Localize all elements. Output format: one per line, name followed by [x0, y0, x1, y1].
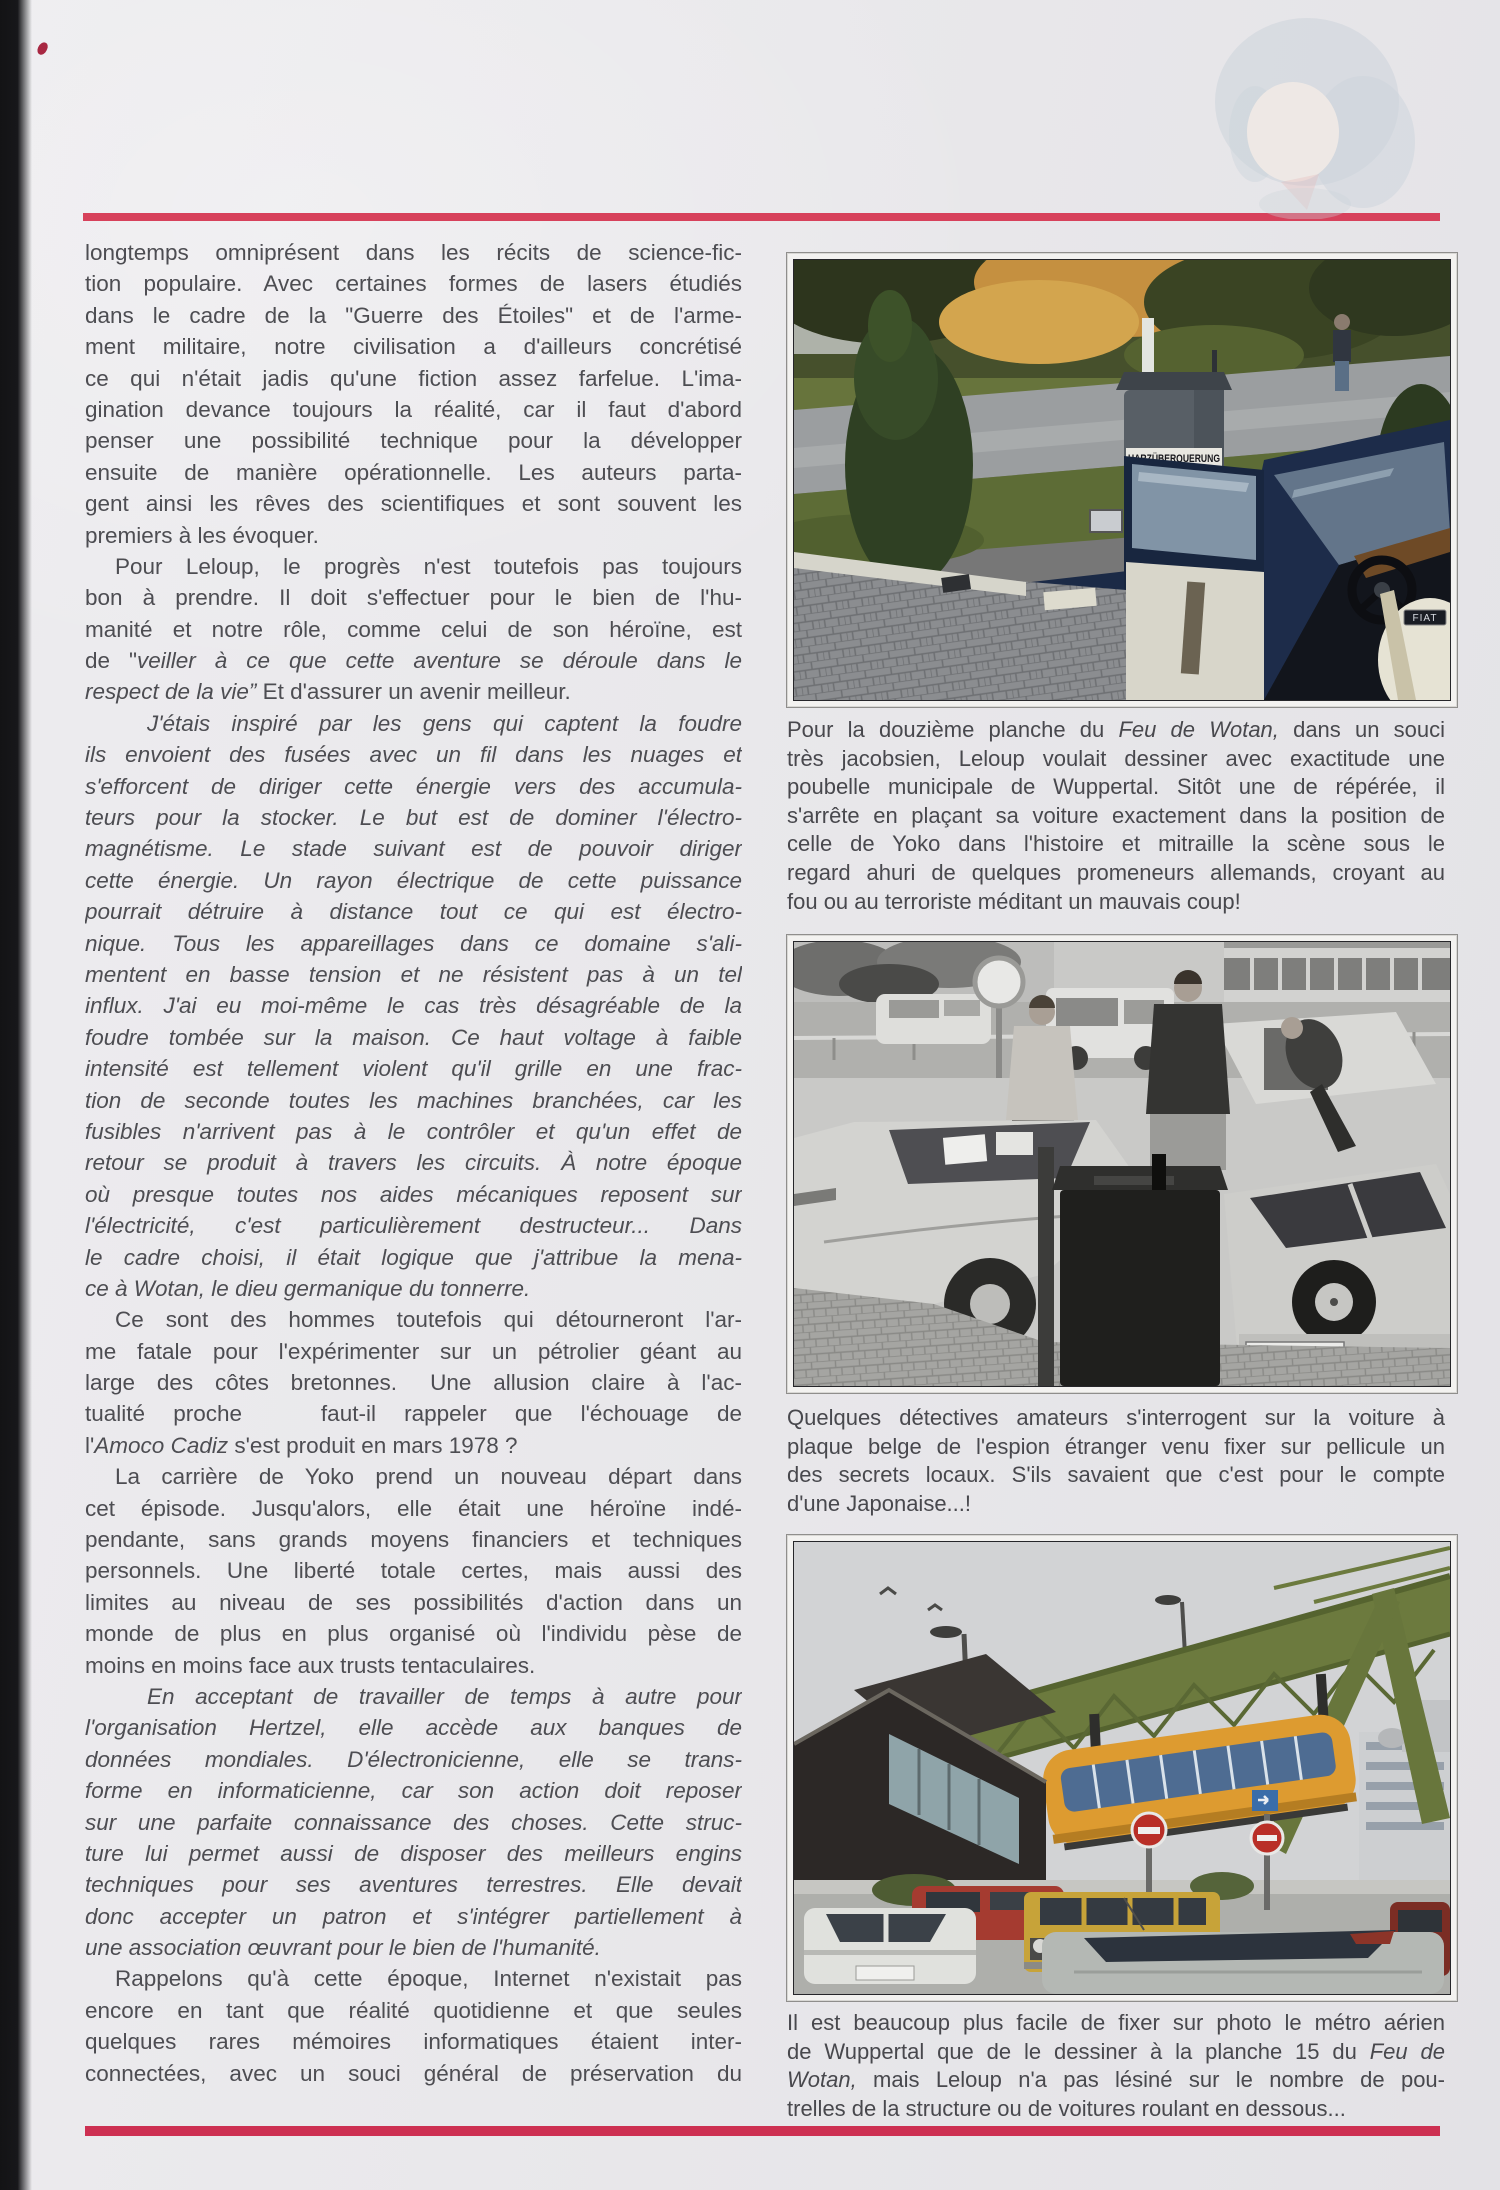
text-line: En acceptant de travailler de temps à autre pour: [147, 1683, 742, 1709]
text-line: Pour la douzième planche du Feu de Wotan, dans un souci: [787, 717, 1445, 742]
text-line: cette énergie. Un rayon électrique de cette puissance: [85, 867, 742, 893]
photo-parking-detectives: [793, 941, 1451, 1387]
text-line: pourrait détruire à distance tout ce qui est électro-: [85, 899, 742, 925]
text-line: tualité proche faut-il rappeler que l'échouage de: [85, 1401, 742, 1427]
article-text-column: [85, 237, 742, 2089]
white-car-background: [876, 994, 991, 1044]
text-line: large des côtes bretonnes. Une allusion claire à l'ac-: [85, 1370, 742, 1396]
text-line: très jacobsien, Leloup voulait dessiner avec exactitude une: [787, 745, 1445, 771]
text-line: techniques pour ses aventures terrestres. Elle devait: [85, 1872, 742, 1898]
text-line: gent ainsi les rêves des scientifiques et sont souvent les: [85, 491, 742, 517]
text-line: donc accepter un patron et s'intégrer partiellement à: [85, 1903, 742, 1929]
text-line: manité et notre rôle, comme celui de son héroïne, est: [85, 616, 742, 642]
text-line: poubelle municipale de Wuppertal. Sitôt une de répérée, il: [787, 774, 1445, 800]
text-line: foudre tombée sur la maison. Ce haut voltage à faible: [85, 1024, 742, 1050]
text-line: premiers à les évoquer.: [85, 522, 319, 548]
bottom-rule: [85, 2126, 1440, 2136]
text-line: mentent en basse tension et ne résistent pas à un tel: [85, 961, 742, 987]
text-line: longtemps omniprésent dans les récits de science-fic-: [85, 240, 742, 265]
text-line: bon à prendre. Il doit s'effectuer pour le bien de l'hu-: [85, 585, 742, 611]
text-line: l'Amoco Cadiz s'est produit en mars 1978 ?: [85, 1432, 518, 1458]
fiat-badge: FIAT: [1412, 613, 1438, 624]
text-line: penser une possibilité technique pour la développer: [85, 428, 742, 454]
text-line: retour se produit à travers les circuits. À notre époque: [85, 1150, 742, 1176]
text-line: me fatale pour l'expérimenter sur un pétrolier géant au: [85, 1338, 742, 1364]
text-line: Rappelons qu'à cette époque, Internet n'existait pas: [115, 1966, 742, 1992]
text-line: teurs pour la stocker. Le but est de dominer l'électro-: [85, 805, 742, 831]
text-line: sur une parfaite connaissance des choses. Cette struc-: [85, 1809, 742, 1835]
scan-edge-band: [0, 0, 32, 2190]
text-line: intensité est tellement violent qu'il grille en une frac-: [85, 1056, 742, 1082]
text-line: ment militaire, notre civilisation a d'ailleurs concrétisé: [85, 334, 742, 360]
text-line: magnétisme. Le stade suivant est de pouvoir diriger: [85, 836, 742, 862]
text-line: monde de plus en plus organisé où l'individu pèse de: [85, 1621, 742, 1647]
waste-bin-silhouette: [1038, 1147, 1228, 1386]
text-line: dans le cadre de la "Guerre des Étoiles" et de l'arme-: [85, 302, 742, 328]
text-line: données mondiales. D'électronicienne, elle se trans-: [85, 1746, 742, 1772]
text-line: quelques rares mémoires informatiques étaient inter-: [85, 2029, 742, 2055]
text-line: respect de la vie” Et d'assurer un avenir meilleur.: [85, 679, 571, 705]
white-hatchback-left: [804, 1908, 976, 1984]
bleedthrough-ghost: [1185, 14, 1435, 219]
text-line: Pour Leloup, le progrès n'est toutefois pas toujours: [115, 553, 742, 579]
text-line: ce à Wotan, le dieu germanique du tonnerre.: [85, 1275, 531, 1301]
text-line: limites au niveau de ses possibilités d'action dans un: [85, 1589, 742, 1615]
background-person: [1333, 314, 1351, 391]
text-line: J'étais inspiré par les gens qui captent la foudre: [147, 710, 742, 736]
bin-label: HARZÜBERQUERUNG: [1128, 453, 1246, 465]
text-line: pendante, sans grands moyens financiers et techniques: [85, 1527, 742, 1553]
text-line: une association œuvrant pour le bien de l'humanité.: [85, 1935, 601, 1961]
text-line: Il est beaucoup plus facile de fixer sur photo le métro aérien: [787, 2010, 1445, 2035]
text-line: d'une Japonaise...!: [787, 1490, 972, 1516]
photo-frame-1: [786, 252, 1458, 708]
photo-caption-1: [787, 716, 1445, 916]
text-line: le cadre choisi, il était logique que j'attribue la mena-: [85, 1244, 742, 1270]
text-line: Wotan, mais Leloup n'a pas lésiné sur le nombre de pou-: [787, 2067, 1445, 2093]
wing-mirror: [1090, 510, 1122, 532]
text-line: de "veiller à ce que cette aventure se déroule dans le: [85, 648, 742, 674]
text-line: Ce sont des hommes toutefois qui détourneront l'ar-: [115, 1307, 742, 1333]
text-line: connectées, avec un souci général de préservation du: [85, 2060, 742, 2086]
text-line: tion populaire. Avec certaines formes de lasers étudiés: [85, 271, 742, 297]
text-line: celle de Yoko dans l'histoire et mitraille la scène sous le: [787, 831, 1445, 857]
text-line: forme en informaticienne, car son action doit reposer: [85, 1778, 742, 1804]
text-line: ensuite de manière opérationnelle. Les auteurs parta-: [85, 459, 742, 485]
text-line: La carrière de Yoko prend un nouveau départ dans: [115, 1464, 742, 1490]
text-line: ture lui permet aussi de disposer des meilleurs engins: [85, 1840, 742, 1866]
text-line: plaque belge de l'espion étranger venu fixer sur pellicule un: [787, 1433, 1445, 1459]
text-line: gination devance toujours la réalité, car il faut d'abord: [85, 396, 742, 422]
text-line: s'arrête en plaçant sa voiture exactement dans la position de: [787, 802, 1445, 828]
text-line: Quelques détectives amateurs s'interrogent sur la voiture à: [787, 1405, 1445, 1430]
text-line: l'organisation Hertzel, elle accède aux banques de: [85, 1715, 742, 1741]
photo-caption-2: [787, 1404, 1445, 1518]
text-line: de Wuppertal que de le dessiner à la planche 15 du Feu de: [787, 2038, 1445, 2064]
ink-dot: [36, 41, 50, 57]
photo-frame-3: [786, 1534, 1458, 2002]
photo-schwebebahn: [793, 1541, 1451, 1995]
photo-bin-wuppertal: [793, 259, 1451, 701]
text-line: influx. J'ai eu moi-même le cas très désagréable de la: [85, 993, 742, 1019]
photo-caption-3: [787, 2009, 1445, 2123]
text-line: s'efforcent de diriger cette énergie vers des accumula-: [85, 773, 742, 799]
text-line: nique. Tous les appareillages dans ce domaine s'ali-: [85, 930, 742, 956]
text-line: moins en moins face aux trusts tentaculaires.: [85, 1652, 536, 1678]
text-line: trelles de la structure ou de voitures roulant en dessous...: [787, 2095, 1346, 2121]
photo-frame-2: [786, 934, 1458, 1394]
text-line: l'électricité, c'est particulièrement destructeur... Dans: [85, 1213, 742, 1239]
text-line: des secrets locaux. S'ils savaient que c'est pour le compte: [787, 1462, 1445, 1488]
open-car-door: [1124, 456, 1264, 700]
text-line: personnels. Une liberté totale certes, mais aussi des: [85, 1558, 742, 1584]
text-line: fou ou au terroriste méditant un mauvais coup!: [787, 888, 1241, 914]
text-line: où presque toutes nos aides mécaniques reposent sur: [85, 1181, 742, 1207]
text-line: encore en tant que réalité quotidienne et que seules: [85, 1997, 742, 2023]
text-line: regard ahuri de quelques promeneurs allemands, croyant au: [787, 859, 1445, 885]
text-line: ce qui n'était jadis qu'une fiction assez farfelue. L'ima-: [85, 365, 742, 391]
text-line: ils envoient des fusées avec un fil dans les nuages et: [85, 742, 742, 768]
white-hatchback: [1224, 1164, 1450, 1372]
text-line: tion de seconde toutes les machines branchées, car les: [85, 1087, 742, 1113]
text-line: fusibles n'arrivent pas à le contrôler et qu'un effet de: [85, 1118, 742, 1144]
text-line: cet épisode. Jusqu'alors, elle était une héroïne indé-: [85, 1495, 742, 1521]
